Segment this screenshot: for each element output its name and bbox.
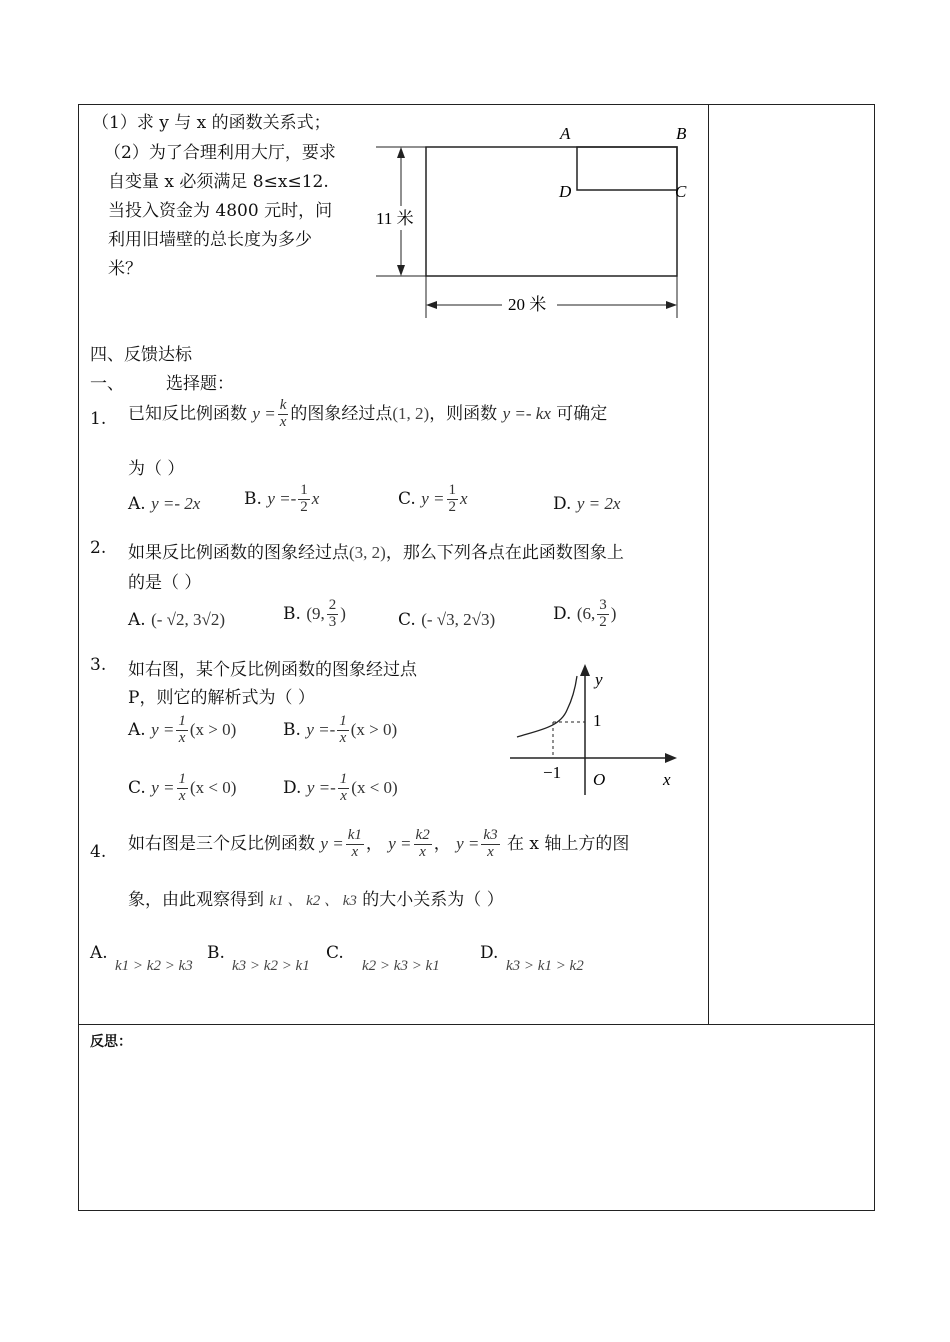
q1-option-b: B. y =- $\frac{1}{2}$ x <box>244 482 320 515</box>
q4-option-b: k3 > k2 > k1 <box>232 958 310 974</box>
arrow-right <box>666 301 677 309</box>
q3-number: 3. <box>90 655 107 675</box>
arrow-left <box>426 301 437 309</box>
q3-line1: 如右图，某个反比例函数的图象经过点 <box>128 660 417 680</box>
label-D: D <box>559 182 572 201</box>
q2-number: 2. <box>90 538 107 558</box>
hyperbola-curve <box>517 676 577 737</box>
q1-number: 1. <box>90 409 107 429</box>
table-top-border <box>78 104 875 105</box>
one-label: 1 <box>593 711 602 730</box>
q4-option-a-label: A. <box>90 943 108 963</box>
q3-option-b: B. y =- $\frac{1}{x}$ (x > 0) <box>283 713 398 746</box>
q4-option-c-label: C. <box>326 943 344 963</box>
height-label: 11 米 <box>376 209 414 228</box>
hall-rect <box>426 147 677 276</box>
reflection-label: 反思： <box>90 1034 132 1050</box>
q4-line2: 象，由此观察得到 k1 、 k2 、 k3 的大小关系为（ ） <box>128 890 504 910</box>
table-right-border <box>874 104 875 1211</box>
table-left-border <box>78 104 79 1211</box>
q3-option-a: A. y = $\frac{1}{x}$ (x > 0) <box>128 713 237 746</box>
y-axis-label: y <box>595 670 603 689</box>
x-axis-label: x <box>663 770 671 789</box>
q1-option-d: D. y = 2x <box>553 494 621 514</box>
label-A: A <box>560 124 571 143</box>
label-C: C <box>675 182 687 201</box>
q4-option-b-label: B. <box>207 943 225 963</box>
q2-option-b: B. (9, $\frac{2}{3}$ ) <box>283 597 346 630</box>
table-row-divider <box>78 1024 875 1025</box>
arrow-up <box>397 147 405 158</box>
y-axis-arrow <box>580 664 590 676</box>
table-bottom-border <box>78 1210 875 1211</box>
q2-line1: 如果反比例函数的图象经过点(3, 2)，那么下列各点在此函数图象上 <box>128 543 624 563</box>
q3-line2: P，则它的解析式为（ ） <box>128 688 315 708</box>
q4-option-d: k3 > k1 > k2 <box>506 958 584 974</box>
q1-option-c: C. y = $\frac{1}{2}$ x <box>398 482 468 515</box>
part1-q2-line5: 米？ <box>108 259 142 279</box>
q4-option-d-label: D. <box>480 943 499 963</box>
q4-line1: 如右图是三个反比例函数 y = $\frac{k1}{x}$ ， y = $\frac{k2}{x}$ ， y = $\frac{k3}{x}$ 在 x 轴上方的图 <box>128 827 630 860</box>
q1-line1: 已知反比例函数 y = $\frac{k}{x}$ 的图象经过点(1, 2)，则函数 y =- kx 可确定 <box>128 397 608 430</box>
section-title: 四、反馈达标 <box>90 345 192 365</box>
q3-option-c: C. y = $\frac{1}{x}$ (x < 0) <box>128 771 237 804</box>
hyperbola-graph <box>505 660 690 800</box>
subsection-title: 选择题： <box>166 374 234 394</box>
q2-line2: 的是（ ） <box>128 573 202 593</box>
origin-label: O <box>593 770 606 789</box>
x-axis-arrow <box>665 753 677 763</box>
table-mid-divider <box>708 104 709 1024</box>
neg-one-label: −1 <box>543 763 562 782</box>
part1-q2-line2: 自变量 x 必须满足 8≤x≤12. <box>108 172 329 192</box>
part1-q2-line4: 利用旧墙壁的总长度为多少 <box>108 230 312 250</box>
part1-q2-line1: （2）为了合理利用大厅，要求 <box>104 143 336 163</box>
room-abcd <box>577 147 677 190</box>
q2-option-a: A. (- √2, 3√2) <box>128 610 225 630</box>
part1-q2-line3: 当投入资金为 4800 元时，问 <box>108 201 333 221</box>
subsection-number: 一、 <box>90 374 124 394</box>
q2-option-d: D. (6, $\frac{3}{2}$ ) <box>553 597 617 630</box>
q1-option-a: A. y =- 2x <box>128 494 201 514</box>
q3-option-d: D. y =- $\frac{1}{x}$ (x < 0) <box>283 771 398 804</box>
q4-option-c: k2 > k3 > k1 <box>362 958 440 974</box>
q1-line2: 为（ ） <box>128 459 185 479</box>
hall-diagram <box>370 118 700 323</box>
arrow-down <box>397 265 405 276</box>
width-label: 20 米 <box>508 295 547 314</box>
q4-number: 4. <box>90 842 107 862</box>
q2-option-c: C. (- √3, 2√3) <box>398 610 496 630</box>
q4-option-a: k1 > k2 > k3 <box>115 958 193 974</box>
label-B: B <box>676 124 687 143</box>
part1-q1: （1）求 y 与 x 的函数关系式； <box>92 113 331 133</box>
